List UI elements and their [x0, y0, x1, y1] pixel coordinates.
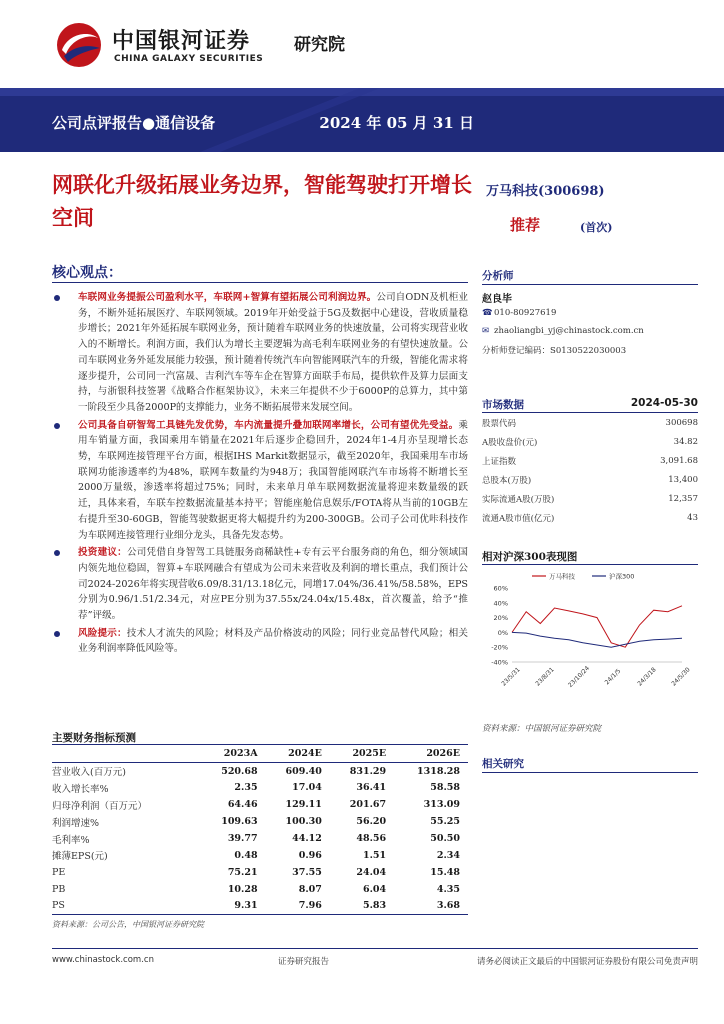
analyst-name: 赵良毕: [482, 294, 512, 305]
cell: 1318.28: [417, 765, 460, 777]
financials-source: 资料来源：公司公告，中国银河证券研究院: [52, 920, 204, 929]
market-heading: 市场数据: [482, 399, 524, 411]
mail-icon: ✉: [482, 326, 490, 336]
cell: 37.55: [292, 866, 322, 878]
cell: 1.51: [362, 849, 387, 861]
cell: 17.04: [292, 782, 322, 794]
series-line-index: [512, 632, 682, 647]
bullet-highlight: 风险提示：: [78, 627, 127, 639]
cell: 7.96: [266, 898, 330, 915]
cell: 313.09: [423, 799, 460, 811]
table-row: [52, 847, 468, 864]
row-label: PE: [52, 866, 66, 878]
bullet-highlight: 公司具备自研智驾工具链先发优势，车内流量提升叠加联网率增长，公司有望优先受益。: [78, 419, 459, 431]
y-tick-label: 0%: [497, 628, 508, 637]
x-tick-label: 24/3/18: [636, 666, 658, 688]
cell: 10.28: [227, 883, 258, 895]
market-value: 13,400: [668, 475, 698, 486]
cell: 15.48: [430, 866, 460, 878]
y-tick-label: -40%: [491, 658, 508, 667]
header-band: [0, 88, 724, 152]
col-header: 2026E: [394, 745, 468, 763]
bullet-highlight: 车联网业务提振公司盈利水平，车联网+智算有望拓展公司利润边界。: [78, 292, 377, 303]
table-row: [52, 813, 468, 830]
y-tick-label: 20%: [493, 614, 508, 623]
analyst-heading: 分析师: [482, 270, 514, 282]
table-row: [482, 490, 698, 509]
cell: 3.68: [394, 898, 468, 915]
bullet-dot-icon: [54, 550, 60, 556]
cell: 201.67: [349, 799, 387, 811]
x-tick-label: 23/10/24: [566, 664, 591, 689]
stock-rating: 推荐: [510, 216, 541, 234]
bullet-dot-icon: [54, 295, 60, 301]
cell: 831.29: [349, 765, 387, 777]
cell: 0.96: [298, 849, 322, 861]
row-label: 归母净利润（百万元）: [52, 800, 148, 812]
footer-website[interactable]: www.chinastock.com.cn: [52, 955, 154, 965]
cell: 64.46: [227, 799, 258, 811]
table-row: [52, 830, 468, 847]
table-row: [482, 508, 698, 527]
financials-table: [52, 744, 468, 915]
chart-title: 相对沪深300表现图: [482, 551, 578, 563]
core-bullets: [52, 290, 468, 659]
report-type: 公司点评报告●通信设备: [52, 114, 216, 132]
company-logo: [54, 20, 354, 70]
table-row: [52, 796, 468, 813]
table-row: [482, 414, 698, 433]
performance-chart: [482, 566, 698, 706]
cell: 129.11: [285, 799, 322, 811]
bullet-dot-icon: [54, 423, 60, 429]
core-bullet: [52, 290, 468, 416]
market-label: 流通A股市值(亿元): [482, 513, 555, 524]
market-date: 2024-05-30: [630, 397, 698, 409]
financials-header-row: [52, 745, 468, 763]
legend-label: 沪深300: [609, 572, 635, 581]
analyst-phone-row: [482, 308, 556, 318]
table-row: [52, 881, 468, 898]
analyst-cert: 分析师登记编码：S0130522030003: [482, 346, 627, 356]
phone-icon: ☎: [482, 308, 493, 318]
table-row: [52, 898, 468, 915]
bullet-text: 公司自ODN及机柜业务，不断外延拓展医疗、车联网领域。2019年开始受益于5G及数据中心建设，营收质量稳步增长；2021年外延拓展车联网业务，预计随着车联网业务的快速放量，公司将实现营业收入的不断增长。利润方面，我们认为增长主要逻辑为高毛利车联网业务的有望快速放量。公司车联网业务外延发展能力较强，预计随着传统汽车向智能网联汽车的升级，智能化需求将逐步提升，公司同一汽富晟、吉利汽车等车企在智算方面联手布局，提供软件及算力层面支持，与浙银科技签署《战略合作框架协议》，未来三年提供不少于6000P的总算力，其中第一阶段至少具备2000P的支撑能力，业务不断拓展带来发展空间。: [78, 292, 468, 413]
cell: 50.50: [430, 833, 460, 844]
market-label: 总股本(万股): [482, 476, 532, 487]
table-row: [482, 452, 698, 471]
cell: 58.58: [430, 782, 460, 794]
row-label: 毛利率%: [52, 834, 90, 846]
market-table: [482, 414, 698, 527]
core-bullet: [52, 545, 468, 624]
cell: 2.35: [234, 782, 258, 794]
cell: 4.35: [436, 883, 460, 895]
cell: 520.68: [221, 765, 258, 777]
x-tick-label: 24/1/5: [603, 667, 623, 687]
core-heading: 核心观点：: [52, 265, 122, 281]
financials-heading: 主要财务指标预测: [52, 732, 136, 744]
col-header: 2024E: [266, 745, 330, 763]
market-label: A股收盘价(元): [482, 438, 538, 449]
market-divider: [482, 412, 698, 413]
cell: 55.25: [430, 816, 460, 828]
cell: 609.40: [285, 765, 322, 777]
cell: 0.48: [234, 849, 258, 861]
table-row: [482, 471, 698, 490]
cell: 56.20: [356, 816, 387, 828]
analyst-email-row[interactable]: [482, 326, 644, 336]
logo-english-name: CHINA GALAXY SECURITIES: [114, 54, 264, 64]
y-tick-label: -20%: [491, 643, 508, 652]
report-title: 网联化升级拓展业务边界，智能驾驶打开增长空间: [52, 172, 472, 230]
market-value: 3,091.68: [660, 456, 698, 467]
cell: 2.34: [436, 849, 460, 861]
cell: 36.41: [356, 782, 387, 794]
cell: 9.31: [201, 898, 265, 915]
core-divider: [52, 282, 468, 283]
chart-divider: [482, 564, 698, 565]
related-heading: 相关研究: [482, 758, 524, 770]
chart-source: 资料来源：中国银河证券研究院: [482, 724, 602, 734]
footer-center: 证券研究报告: [278, 957, 330, 967]
series-line-stock: [512, 606, 682, 647]
bullet-dot-icon: [54, 631, 60, 637]
analyst-phone: 010-80927619: [494, 308, 557, 318]
rating-note: (首次): [580, 221, 613, 234]
x-tick-label: 23/5/31: [500, 666, 522, 688]
col-header: 2025E: [330, 745, 394, 763]
cell: 48.56: [356, 833, 387, 844]
market-label: 实际流通A股(万股): [482, 495, 555, 505]
cell: 109.63: [221, 816, 258, 828]
footer-divider: [52, 948, 698, 949]
row-label: 收入增长率%: [52, 783, 109, 795]
logo-chinese-name: 中国银河证券: [112, 29, 251, 54]
row-label: 摊薄EPS(元): [52, 851, 108, 863]
x-tick-label: 24/5/30: [670, 666, 692, 688]
cell: 75.21: [227, 866, 258, 878]
cell: 8.07: [298, 883, 322, 895]
logo-institute: 研究院: [294, 35, 345, 55]
core-bullet: [52, 418, 468, 544]
y-tick-label: 60%: [493, 584, 508, 593]
bullet-text: 技术人才流失的风险；材料及产品价格波动的风险；同行业竞品替代风险；相关业务利润率降低风险等。: [78, 627, 469, 655]
analyst-email[interactable]: zhaoliangbi_yj@chinastock.com.cn: [494, 326, 644, 336]
y-tick-label: 40%: [493, 599, 508, 608]
market-value: 43: [687, 512, 698, 523]
cell: 6.04: [362, 883, 387, 895]
bullet-text: 公司凭借自身智驾工具链服务商稀缺性+专有云平台服务商的角色，细分领域国内领先地位稳固，智算+车联网融合有望成为公司未来营收及利润的增长重点，我们预计公司2024-2026年将实现营收6.09/8.31/13.18亿元，同增17.04%/36.41%/58.58%，EPS分别为0.96/1.51/2.34元，对应PE分别为37.55x/24.04x/15.48x，首次覆盖，给予“推荐”评级。: [78, 547, 468, 622]
report-date: 2024 年 05 月 31 日: [319, 114, 474, 132]
stock-name-code: 万马科技(300698): [486, 184, 605, 199]
market-value: 300698: [665, 418, 698, 429]
row-label: PS: [52, 898, 201, 915]
analyst-divider: [482, 284, 698, 285]
market-value: 34.82: [673, 437, 698, 448]
table-row: [52, 763, 468, 780]
bullet-highlight: 投资建议：: [78, 547, 127, 559]
cell: 24.04: [356, 866, 387, 878]
cell: 100.30: [285, 816, 322, 828]
bullet-text: 乘用车销量方面，我国乘用车销量在2021年后逐步企稳回升，2024年1-4月亦呈现增长态势，车联网连接管理平台方面，根据IHS Markit数据显示，截至2020年，我国乘用车市场联网功能渗透率约为48%，联网车数量约为948万；我国智能网联汽车市场将不断增长至2000万量级，渗透率将超过75%；同时，未来单月单车联网数据流量将迎来数量级的跃迁，具体来看，车联车控数据流量基本持平；智能座舱信息娱乐/FOTA将从当前的10GB左右提升至30-60GB，智能驾驶数据更将大幅提升约为200-300GB。公司子公司优咔科技作为车联网连接管理行业细分龙头，具备先发态势。: [78, 419, 468, 541]
row-label: 利润增速%: [52, 817, 100, 829]
market-label: 股票代码: [482, 419, 517, 430]
x-tick-label: 23/8/31: [534, 666, 556, 688]
cell: 44.12: [292, 833, 322, 844]
table-row: [482, 433, 698, 452]
market-value: 12,357: [668, 494, 698, 504]
market-label: 上证指数: [482, 457, 517, 468]
core-bullet: [52, 626, 468, 657]
col-header: [52, 745, 201, 763]
cell: 39.77: [227, 833, 258, 844]
table-row: [52, 864, 468, 881]
footer-disclaimer: 请务必阅读正文最后的中国银河证券股份有限公司免责声明: [476, 957, 698, 967]
row-label: PB: [52, 883, 66, 895]
legend-label: 万马科技: [549, 572, 575, 581]
table-row: [52, 779, 468, 796]
galaxy-logo-icon: [54, 20, 104, 70]
col-header: 2023A: [201, 745, 265, 763]
cell: 5.83: [330, 898, 394, 915]
row-label: 营业收入(百万元): [52, 767, 126, 779]
related-divider: [482, 772, 698, 773]
